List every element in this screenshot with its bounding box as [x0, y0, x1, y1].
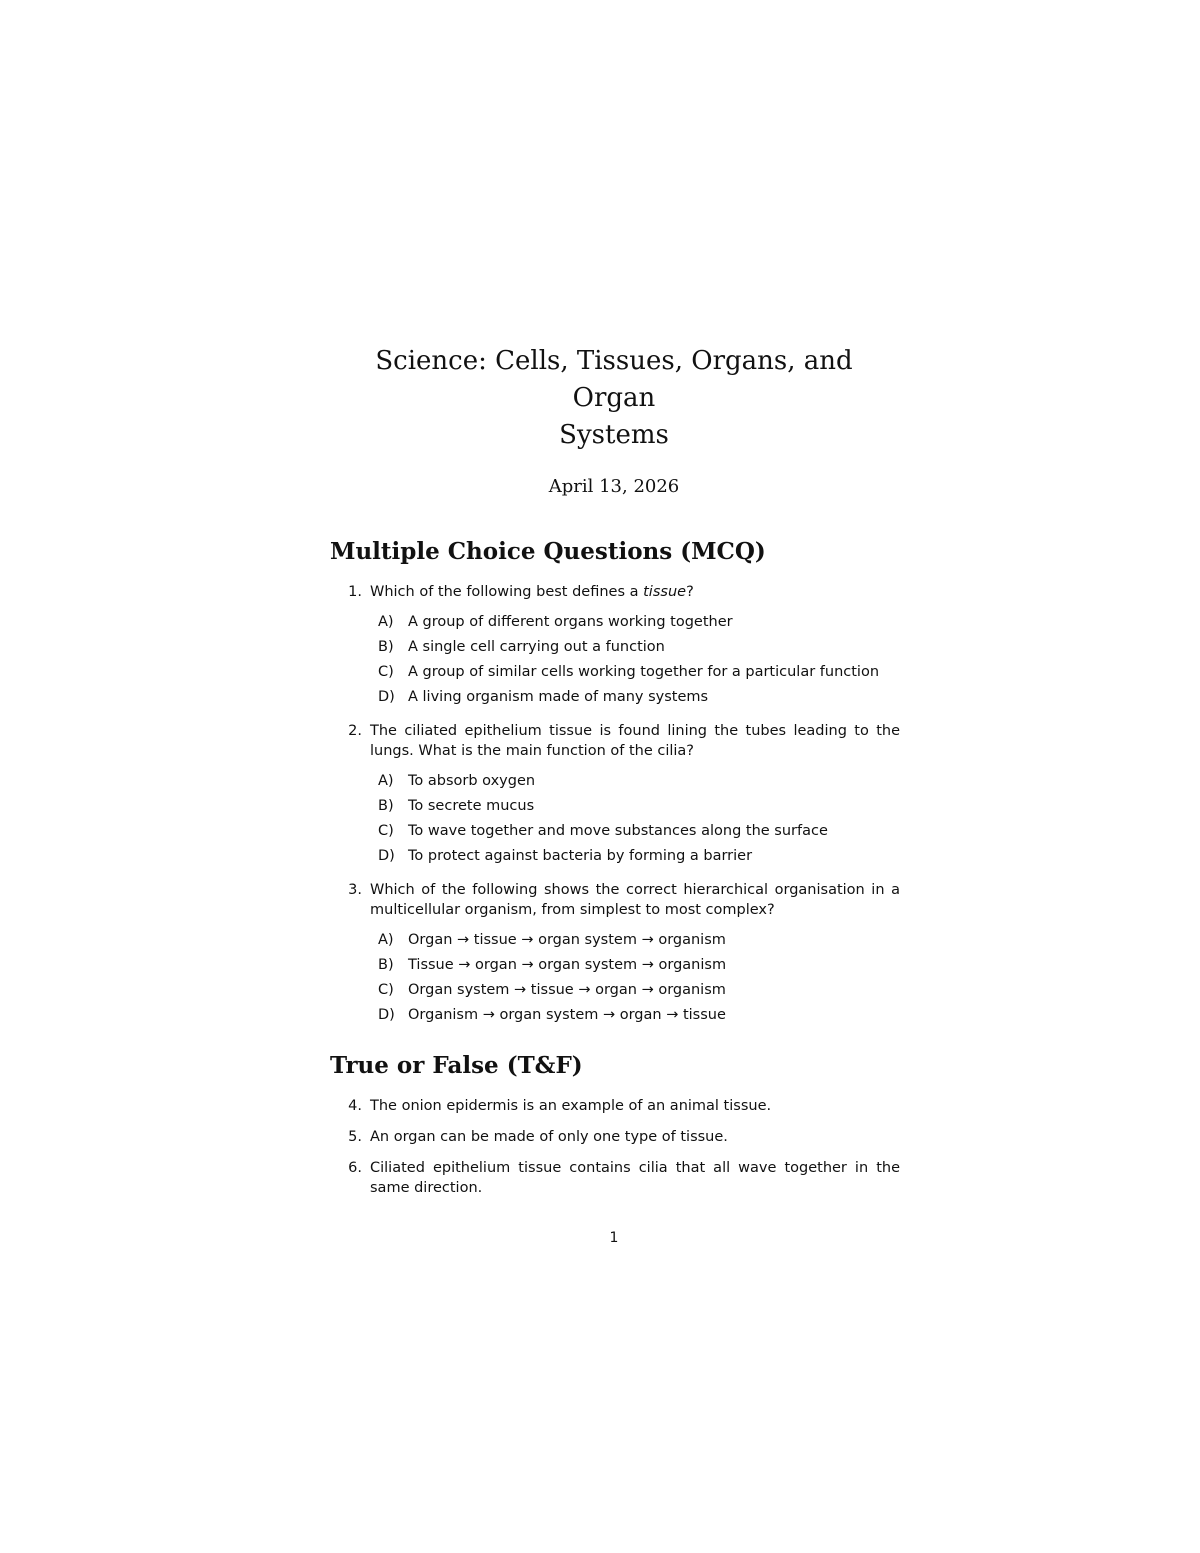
option-a [370, 929, 900, 954]
question-number: 3. [348, 882, 362, 898]
option-text: To absorb oxygen [408, 773, 536, 789]
option-a [370, 770, 900, 795]
option-text: A group of similar cells working together for a particular function [408, 664, 880, 680]
mcq-question-list [330, 582, 900, 1029]
option-label: C) [378, 982, 394, 998]
option-text: Tissue → organ → organ system → organism [408, 957, 727, 973]
question-text-part: ? [686, 584, 694, 600]
tf-question-list [330, 1096, 900, 1209]
question-6 [330, 1158, 900, 1198]
mcq-section-heading: Multiple Choice Questions (MCQ) [330, 538, 766, 565]
option-text: A living organism made of many systems [408, 689, 709, 705]
question-1 [330, 582, 900, 711]
option-d [370, 845, 900, 870]
option-label: D) [378, 689, 395, 705]
answer-options [370, 611, 900, 711]
option-d [370, 1004, 900, 1029]
question-text: An organ can be made of only one type of tissue. [370, 1129, 728, 1145]
question-2 [330, 721, 900, 870]
option-text: Organism → organ system → organ → tissue [408, 1007, 726, 1023]
question-number: 5. [348, 1129, 362, 1145]
question-text: Ciliated epithelium tissue contains cilia that all wave together in the same direction. [370, 1160, 900, 1196]
option-text: To secrete mucus [408, 798, 535, 814]
option-label: A) [378, 773, 394, 789]
option-text: To wave together and move substances along the surface [408, 823, 828, 839]
question-text: The ciliated epithelium tissue is found lining the tubes leading to the lungs. What is the main function of the cilia? [370, 723, 900, 759]
option-c [370, 820, 900, 845]
question-number: 1. [348, 584, 362, 600]
question-5 [330, 1127, 900, 1147]
document-date: April 13, 2026 [548, 476, 680, 497]
title-line-1: Science: Cells, Tissues, Organs, and Organ [375, 346, 853, 413]
option-c [370, 979, 900, 1004]
emphasized-term: tissue [643, 584, 687, 600]
option-b [370, 636, 900, 661]
tf-section-heading: True or False (T&F) [330, 1052, 583, 1079]
question-text: The onion epidermis is an example of an animal tissue. [370, 1098, 772, 1114]
option-d [370, 686, 900, 711]
option-text: A group of different organs working together [408, 614, 733, 630]
question-4 [330, 1096, 900, 1116]
option-b [370, 954, 900, 979]
option-label: D) [378, 1007, 395, 1023]
question-text-part: Which of the following best defines a [370, 584, 644, 600]
question-number: 4. [348, 1098, 362, 1114]
answer-options [370, 929, 900, 1029]
option-text: A single cell carrying out a function [408, 639, 665, 655]
option-text: Organ system → tissue → organ → organism [408, 982, 726, 998]
option-text: Organ → tissue → organ system → organism [408, 932, 726, 948]
question-number: 6. [348, 1160, 362, 1176]
option-label: B) [378, 798, 394, 814]
option-label: A) [378, 932, 394, 948]
option-label: C) [378, 823, 394, 839]
question-number: 2. [348, 723, 362, 739]
option-label: D) [378, 848, 395, 864]
option-text: To protect against bacteria by forming a barrier [408, 848, 753, 864]
page-number: 1 [609, 1230, 619, 1246]
option-label: A) [378, 614, 394, 630]
option-label: C) [378, 664, 394, 680]
option-label: B) [378, 639, 394, 655]
option-label: B) [378, 957, 394, 973]
option-c [370, 661, 900, 686]
question-text [370, 582, 900, 602]
question-text: Which of the following shows the correct hierarchical organisation in a multicellular organism, from simplest to most complex? [370, 882, 900, 918]
question-3 [330, 880, 900, 1029]
title-line-2: Systems [559, 420, 669, 450]
option-b [370, 795, 900, 820]
document-title [330, 343, 898, 454]
option-a [370, 611, 900, 636]
answer-options [370, 770, 900, 870]
